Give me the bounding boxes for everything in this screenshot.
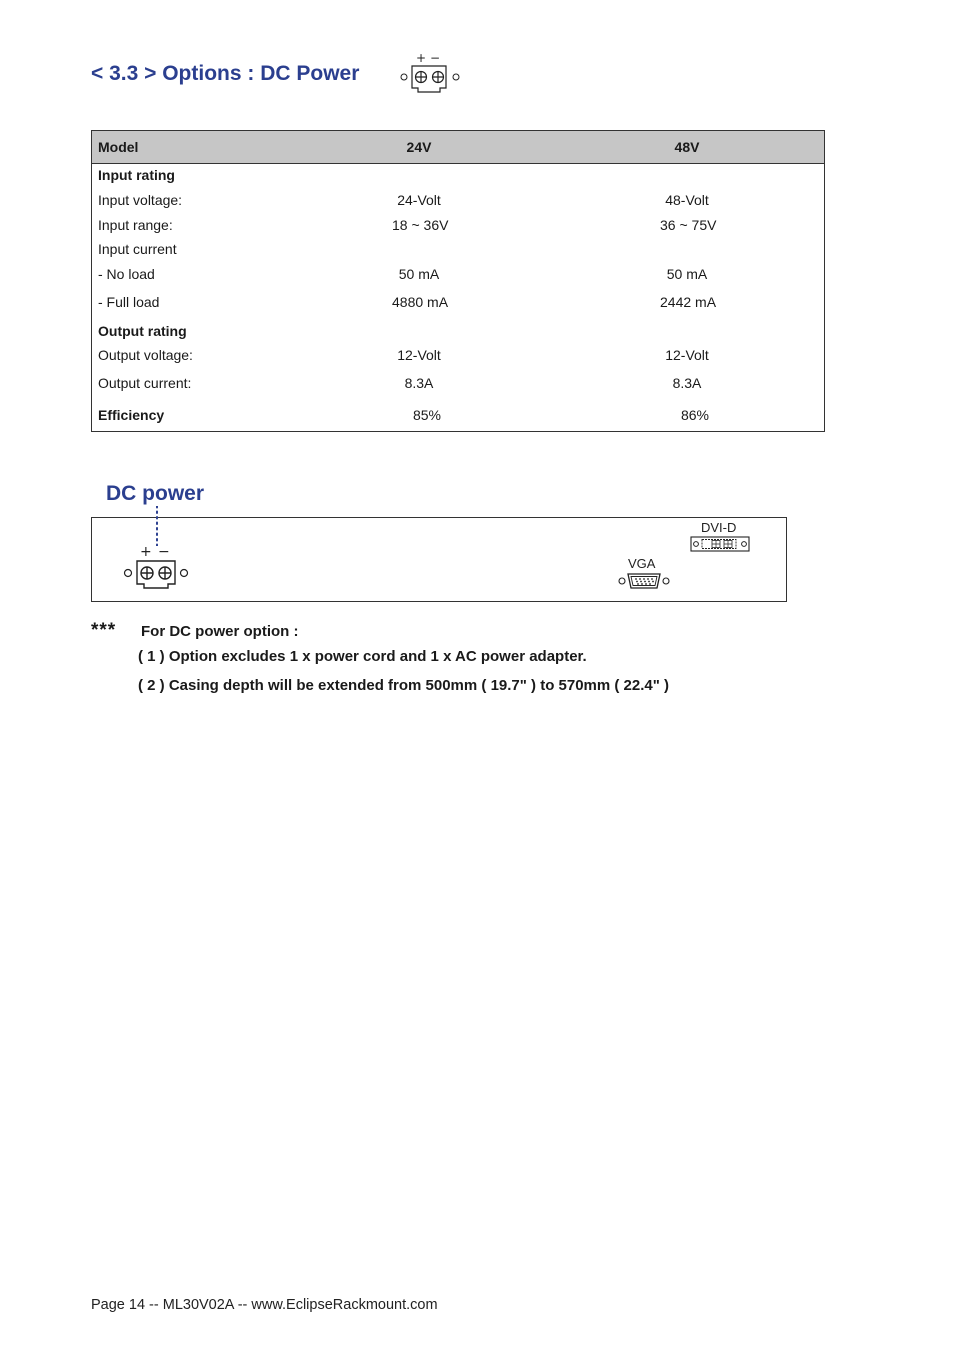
note-item-1: ( 1 ) Option excludes 1 x power cord and 1 x AC power adapter. [138, 648, 587, 665]
vga-port-icon [618, 571, 670, 591]
page-footer: Page 14 -- ML30V02A -- www.EclipseRackmount.com [91, 1297, 438, 1313]
terminal-minus-sign: − [158, 544, 170, 560]
spec-row-24v-value: 8.3A [404, 375, 434, 391]
rear-panel-title: DC power [106, 482, 205, 505]
spec-row-24v-value: 4880 mA [392, 294, 449, 310]
spec-row-label: Efficiency [98, 407, 165, 423]
dc-power-terminal-icon [122, 544, 192, 590]
spec-row-label: Output voltage: [98, 347, 193, 363]
spec-row-48v-value: 2442 mA [660, 294, 717, 310]
terminal-plus-sign: + [140, 544, 152, 560]
spec-row-24v-value: 50 mA [398, 266, 440, 282]
spec-row-48v-value: 50 mA [666, 266, 708, 282]
spec-row-label: Input rating [98, 167, 175, 183]
dvi-d-port-icon [690, 536, 750, 552]
spec-row-24v-value: 12-Volt [397, 347, 441, 363]
plus-sign: + [416, 52, 427, 65]
header-48v: 48V [674, 139, 700, 155]
header-model: Model [98, 139, 139, 155]
rear-panel [91, 517, 787, 602]
spec-row-24v-value: 24-Volt [397, 192, 441, 208]
spec-row-48v-value: 12-Volt [665, 347, 709, 363]
spec-row-48v-value: 36 ~ 75V [660, 217, 717, 233]
spec-row-24v-value: 85% [412, 407, 442, 423]
spec-row-48v-value: 48-Volt [665, 192, 709, 208]
spec-row-label: Input current [98, 241, 177, 257]
spec-row-24v-value: 18 ~ 36V [392, 217, 449, 233]
spec-row-label: Output rating [98, 323, 187, 339]
page-title: < 3.3 > Options : DC Power [91, 62, 360, 85]
notes-heading: For DC power option : [141, 623, 299, 640]
note-item-2: ( 2 ) Casing depth will be extended from 500mm ( 19.7" ) to 570mm ( 22.4" ) [138, 677, 670, 694]
notes-marker: *** [91, 620, 117, 641]
spec-row-48v-value: 86% [680, 407, 710, 423]
spec-row-label: - No load [98, 266, 155, 282]
minus-sign: − [430, 52, 441, 65]
spec-row-label: - Full load [98, 294, 160, 310]
dc-terminal-icon [398, 52, 462, 94]
dvi-d-label: DVI-D [701, 520, 737, 535]
spec-row-label: Output current: [98, 375, 192, 391]
callout-dotted-line [154, 506, 160, 546]
spec-row-label: Input range: [98, 217, 173, 233]
spec-table [91, 130, 825, 432]
spec-row-48v-value: 8.3A [672, 375, 702, 391]
vga-label: VGA [628, 556, 656, 571]
spec-table-header [92, 131, 824, 164]
header-24v: 24V [406, 139, 432, 155]
spec-row-label: Input voltage: [98, 192, 183, 208]
